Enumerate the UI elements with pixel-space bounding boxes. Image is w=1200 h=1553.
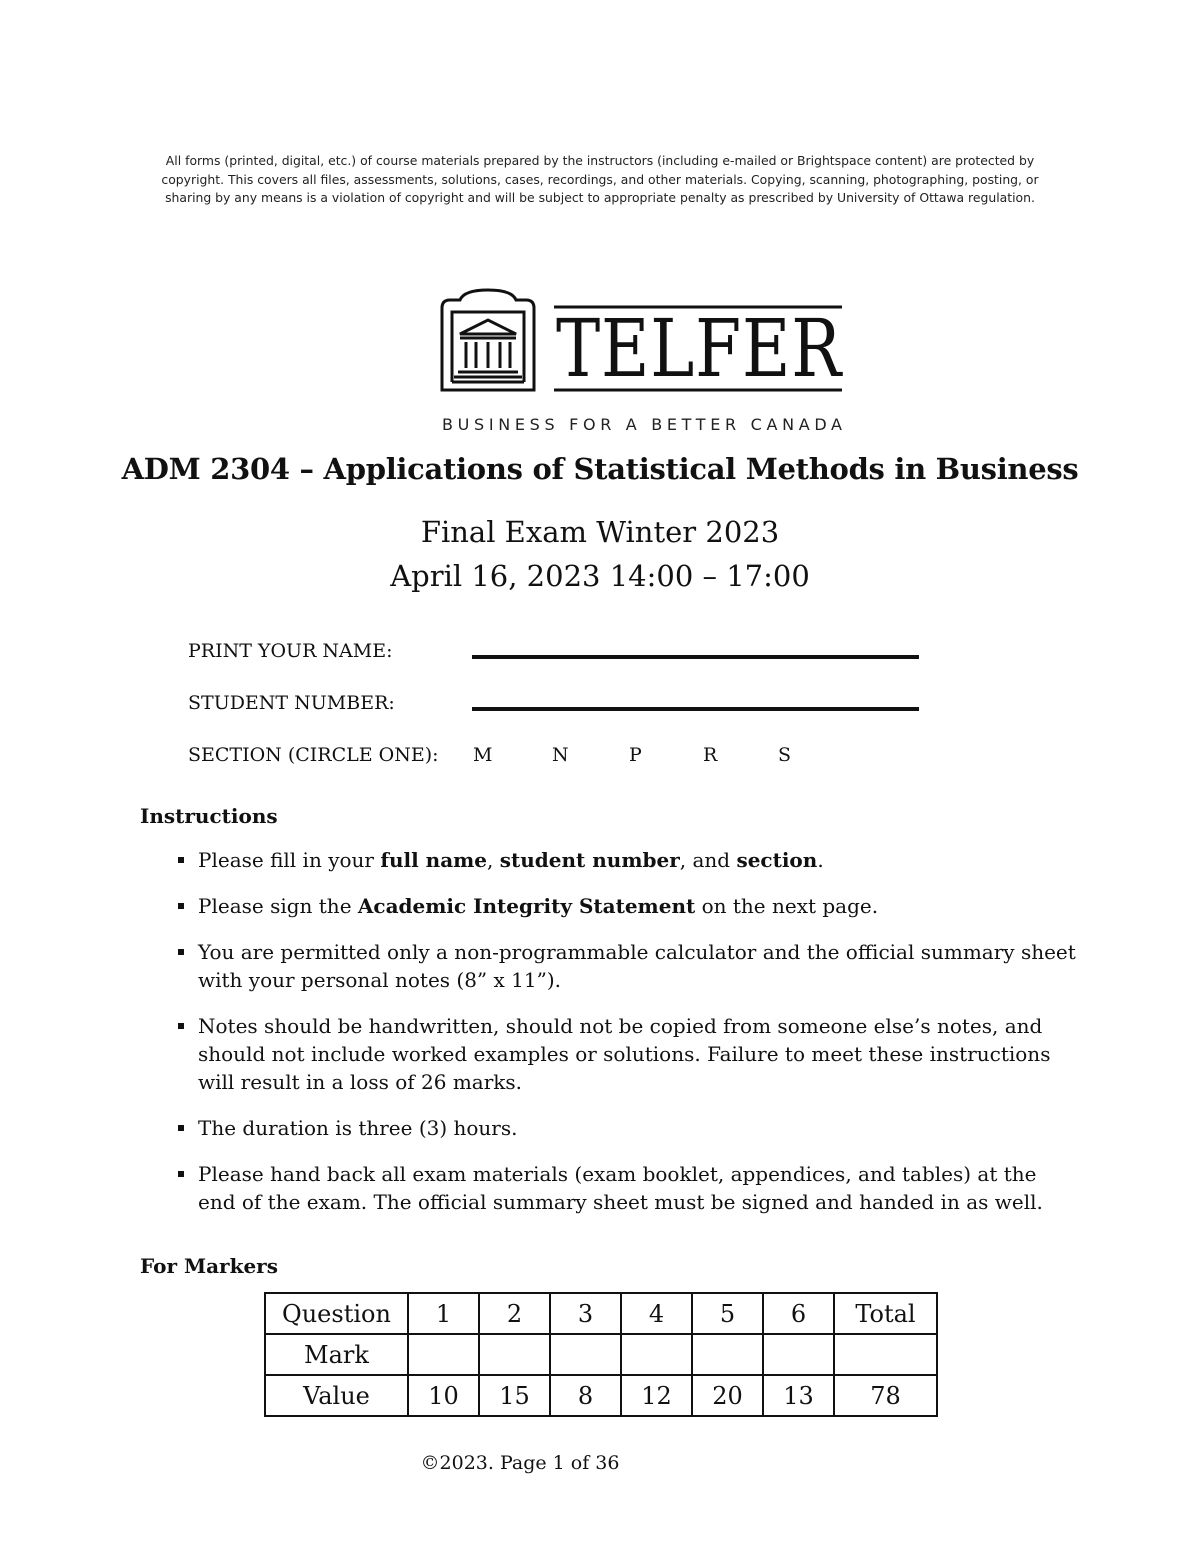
mark-cell[interactable]: [834, 1334, 937, 1375]
table-cell: Mark: [265, 1334, 408, 1375]
table-row: [265, 1375, 937, 1416]
instruction-text: Please sign the: [198, 894, 358, 918]
instruction-item: [178, 1012, 1078, 1096]
table-cell: Question: [265, 1293, 408, 1334]
logo-tagline: BUSINESS FOR A BETTER CANADA: [442, 415, 842, 434]
instruction-text: Notes should be handwritten, should not be copied from someone else’s notes, and should not include worked examples or solutions. Failure to meet these instructions will result in a loss of 26 marks.: [198, 1014, 1051, 1094]
exam-title: Final Exam Winter 2023: [420, 515, 780, 549]
instruction-item: [178, 1114, 1078, 1142]
section-option-p[interactable]: P: [629, 744, 642, 766]
markers-table: [264, 1292, 938, 1417]
bullet-icon: [178, 1171, 184, 1177]
instruction-item: [178, 892, 1078, 920]
page-footer: ©2023. Page 1 of 36: [420, 1452, 620, 1474]
name-label: PRINT YOUR NAME:: [188, 640, 393, 662]
section-option-s[interactable]: S: [778, 744, 792, 766]
table-cell: 15: [479, 1375, 550, 1416]
section-option-m[interactable]: M: [473, 744, 493, 766]
table-cell: Value: [265, 1375, 408, 1416]
instruction-text: , and: [679, 848, 737, 872]
table-row: [265, 1293, 937, 1334]
instructions-list: [178, 846, 1078, 1234]
instruction-text: The duration is three (3) hours.: [198, 1116, 518, 1140]
bullet-icon: [178, 1023, 184, 1029]
telfer-logo: [438, 286, 848, 434]
instruction-text: on the next page.: [695, 894, 879, 918]
mark-cell[interactable]: [621, 1334, 692, 1375]
instruction-emphasis: student number: [499, 848, 680, 872]
table-cell: 10: [408, 1375, 479, 1416]
instruction-text: .: [817, 848, 824, 872]
section-option-r[interactable]: R: [703, 744, 718, 766]
instruction-item: [178, 938, 1078, 994]
exam-date: April 16, 2023 14:00 – 17:00: [390, 559, 810, 593]
table-row: [265, 1334, 937, 1375]
course-title: ADM 2304 – Applications of Statistical Methods in Business: [121, 452, 1079, 486]
table-cell: 8: [550, 1375, 621, 1416]
instruction-emphasis: Academic Integrity Statement: [357, 894, 696, 918]
table-cell: 5: [692, 1293, 763, 1334]
table-cell: 6: [763, 1293, 834, 1334]
instruction-emphasis: section: [736, 848, 818, 872]
table-cell: 4: [621, 1293, 692, 1334]
table-cell: Total: [834, 1293, 937, 1334]
mark-cell[interactable]: [692, 1334, 763, 1375]
bullet-icon: [178, 949, 184, 955]
table-cell: 13: [763, 1375, 834, 1416]
table-cell: 78: [834, 1375, 937, 1416]
copyright-notice: All forms (printed, digital, etc.) of course materials prepared by the instructors (including e-mailed or Brightspace content) are protected by copyright. This covers all files, assessments, solutions, cases, recordings, and other materials. Copying, scanning, photographing, posting, or sharing by any means is a violation of copyright and will be subject to appropriate penalty as prescribed by University of Ottawa regulation.: [161, 153, 1039, 206]
student-number-label: STUDENT NUMBER:: [188, 692, 395, 714]
bullet-icon: [178, 903, 184, 909]
section-option-n[interactable]: N: [552, 744, 569, 766]
instruction-text: ,: [487, 848, 500, 872]
markers-heading: For Markers: [140, 1254, 278, 1278]
university-building-icon: [438, 286, 848, 434]
bullet-icon: [178, 857, 184, 863]
instructions-heading: Instructions: [140, 804, 278, 828]
instruction-emphasis: full name: [380, 848, 488, 872]
name-field[interactable]: [472, 655, 919, 659]
student-number-field[interactable]: [472, 707, 919, 711]
logo-wordmark: TELFER: [556, 302, 844, 395]
bullet-icon: [178, 1125, 184, 1131]
instruction-item: [178, 1160, 1078, 1216]
table-cell: 20: [692, 1375, 763, 1416]
table-cell: 12: [621, 1375, 692, 1416]
mark-cell[interactable]: [763, 1334, 834, 1375]
table-cell: 1: [408, 1293, 479, 1334]
mark-cell[interactable]: [408, 1334, 479, 1375]
instruction-text: You are permitted only a non-programmable calculator and the official summary sheet with your personal notes (8” x 11”).: [198, 940, 1076, 992]
table-cell: 3: [550, 1293, 621, 1334]
mark-cell[interactable]: [550, 1334, 621, 1375]
section-label: SECTION (CIRCLE ONE):: [188, 744, 439, 766]
instruction-item: [178, 846, 1078, 874]
instruction-text: Please fill in your: [198, 848, 381, 872]
instruction-text: Please hand back all exam materials (exam booklet, appendices, and tables) at the end of the exam. The official summary sheet must be signed and handed in as well.: [198, 1162, 1043, 1214]
mark-cell[interactable]: [479, 1334, 550, 1375]
table-cell: 2: [479, 1293, 550, 1334]
